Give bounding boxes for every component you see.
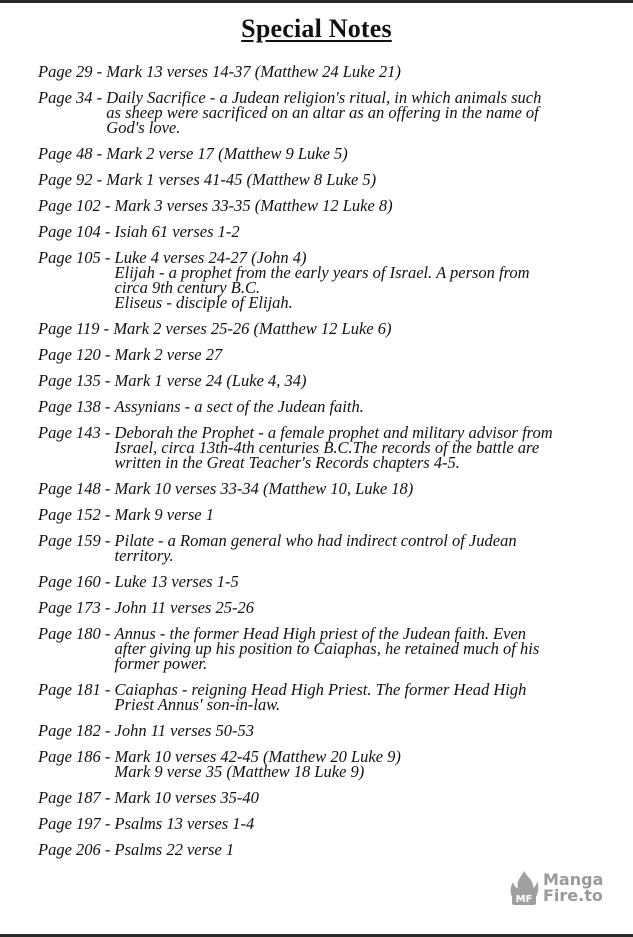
note-line: Mark 2 verse 27 [114, 345, 223, 364]
note-item [38, 626, 618, 671]
note-row [38, 749, 618, 779]
note-description [115, 250, 618, 310]
note-row [38, 64, 618, 79]
note-row [38, 198, 618, 213]
note-description [115, 425, 618, 470]
note-page-ref: Page 152 - [38, 505, 115, 524]
note-description [115, 723, 618, 738]
note-item [38, 481, 618, 496]
note-description [115, 600, 618, 615]
note-row [38, 399, 618, 414]
note-line: Elijah - a prophet from the early years of Israel. A person from [114, 263, 530, 282]
note-description [115, 198, 618, 213]
note-line: Eliseus - disciple of Elijah. [114, 293, 293, 312]
note-item [38, 682, 618, 712]
note-page-ref: Page 186 - [38, 747, 115, 766]
note-row [38, 600, 618, 615]
note-line: God's love. [106, 118, 181, 137]
note-description [115, 373, 618, 388]
note-row [38, 533, 618, 563]
note-item [38, 816, 618, 831]
note-description [115, 842, 618, 857]
note-row [38, 682, 618, 712]
note-item [38, 90, 618, 135]
note-line: Annus - the former Head High priest of the Judean faith. Even [114, 624, 527, 643]
page-title: Special Notes [241, 14, 392, 43]
note-line: Daily Sacrifice - a Judean religion's ritual, in which animals such [106, 88, 542, 107]
note-line: territory. [114, 546, 174, 565]
note-item [38, 507, 618, 522]
note-description [106, 64, 618, 79]
note-page-ref: Page 104 - [38, 222, 115, 241]
note-line: Assynians - a sect of the Judean faith. [114, 397, 364, 416]
note-line: Mark 13 verses 14-37 (Matthew 24 Luke 21) [106, 62, 401, 81]
note-description [115, 816, 618, 831]
note-page-ref: Page 120 - [38, 345, 115, 364]
note-description [115, 682, 618, 712]
note-line: Luke 13 verses 1-5 [114, 572, 239, 591]
note-row [38, 507, 618, 522]
note-row [38, 373, 618, 388]
note-item [38, 399, 618, 414]
note-description [106, 146, 618, 161]
note-row [38, 574, 618, 589]
note-page-ref: Page 138 - [38, 397, 115, 416]
note-item [38, 172, 618, 187]
note-item [38, 198, 618, 213]
flame-logo-icon [508, 869, 540, 907]
note-row [38, 172, 618, 187]
note-description [115, 626, 618, 671]
note-description [115, 347, 618, 362]
note-page-ref: Page 34 - [38, 88, 107, 107]
note-item [38, 347, 618, 362]
watermark-line1: Manga [543, 870, 604, 889]
note-line: Israel, circa 13th-4th centuries B.C.The records of the battle are [114, 438, 540, 457]
top-divider [0, 0, 633, 3]
note-line: former power. [114, 654, 208, 673]
note-line: Mark 10 verses 33-34 (Matthew 10, Luke 18) [114, 479, 414, 498]
note-row [38, 146, 618, 161]
note-line: Mark 10 verses 35-40 [114, 788, 259, 807]
note-line: as sheep were sacrificed on an altar as an offering in the name of [106, 103, 539, 122]
note-line: Mark 9 verse 35 (Matthew 18 Luke 9) [114, 762, 365, 781]
note-page-ref: Page 29 - [38, 62, 107, 81]
note-description [113, 321, 618, 336]
note-item [38, 842, 618, 857]
note-page-ref: Page 181 - [38, 680, 115, 699]
note-description [115, 481, 618, 496]
note-description [115, 224, 618, 239]
note-page-ref: Page 135 - [38, 371, 115, 390]
note-line: Priest Annus' son-in-law. [114, 695, 281, 714]
notes-list [38, 64, 618, 868]
note-item [38, 533, 618, 563]
note-line: Isiah 61 verses 1-2 [114, 222, 240, 241]
note-row [38, 842, 618, 857]
note-item [38, 790, 618, 805]
svg-text:MF: MF [515, 894, 533, 905]
note-line: Caiaphas - reigning Head High Priest. The former Head High [114, 680, 527, 699]
note-row [38, 790, 618, 805]
note-description [106, 90, 618, 135]
note-row [38, 224, 618, 239]
watermark-line2: Fire.to [543, 886, 603, 905]
note-line: Deborah the Prophet - a female prophet and military advisor from [114, 423, 553, 442]
note-line: Luke 4 verses 24-27 (John 4) [114, 248, 307, 267]
note-page-ref: Page 143 - [38, 423, 115, 442]
note-line: circa 9th century B.C. [114, 278, 261, 297]
note-item [38, 600, 618, 615]
note-item [38, 224, 618, 239]
note-page-ref: Page 173 - [38, 598, 115, 617]
note-page-ref: Page 92 - [38, 170, 107, 189]
note-row [38, 425, 618, 470]
note-page-ref: Page 119 - [38, 319, 114, 338]
note-page-ref: Page 197 - [38, 814, 115, 833]
note-page-ref: Page 206 - [38, 840, 115, 859]
note-page-ref: Page 160 - [38, 572, 115, 591]
note-line: Psalms 22 verse 1 [114, 840, 235, 859]
note-line: Mark 2 verses 25-26 (Matthew 12 Luke 6) [113, 319, 392, 338]
note-line: after giving up his position to Caiaphas, he retained much of his [114, 639, 540, 658]
note-item [38, 250, 618, 310]
note-item [38, 749, 618, 779]
note-line: Mark 1 verses 41-45 (Matthew 8 Luke 5) [106, 170, 377, 189]
note-item [38, 146, 618, 161]
note-description [115, 574, 618, 589]
note-page-ref: Page 159 - [38, 531, 115, 550]
note-item [38, 425, 618, 470]
note-row [38, 723, 618, 738]
note-item [38, 321, 618, 336]
note-line: Mark 3 verses 33-35 (Matthew 12 Luke 8) [114, 196, 393, 215]
note-page-ref: Page 180 - [38, 624, 115, 643]
note-line: John 11 verses 50-53 [114, 721, 254, 740]
note-page-ref: Page 187 - [38, 788, 115, 807]
note-page-ref: Page 102 - [38, 196, 115, 215]
note-line: Mark 10 verses 42-45 (Matthew 20 Luke 9) [114, 747, 401, 766]
note-line: Mark 1 verse 24 (Luke 4, 34) [114, 371, 307, 390]
note-row [38, 321, 618, 336]
note-line: Pilate - a Roman general who had indirect control of Judean [114, 531, 517, 550]
note-line: John 11 verses 25-26 [114, 598, 254, 617]
note-item [38, 64, 618, 79]
note-row [38, 90, 618, 135]
note-description [115, 790, 618, 805]
note-description [115, 507, 618, 522]
note-row [38, 347, 618, 362]
watermark [508, 866, 612, 910]
note-line: written in the Great Teacher's Records chapters 4-5. [114, 453, 460, 472]
watermark-text [543, 872, 603, 904]
note-page-ref: Page 48 - [38, 144, 107, 163]
note-row [38, 481, 618, 496]
note-row [38, 816, 618, 831]
note-item [38, 373, 618, 388]
note-line: Mark 9 verse 1 [114, 505, 214, 524]
note-page-ref: Page 105 - [38, 248, 115, 267]
note-description [106, 172, 618, 187]
note-page-ref: Page 148 - [38, 479, 115, 498]
note-description [115, 749, 618, 779]
note-row [38, 626, 618, 671]
note-item [38, 723, 618, 738]
note-line: Psalms 13 verses 1-4 [114, 814, 255, 833]
note-line: Mark 2 verse 17 (Matthew 9 Luke 5) [106, 144, 348, 163]
note-description [115, 399, 618, 414]
note-page-ref: Page 182 - [38, 721, 115, 740]
note-description [115, 533, 618, 563]
note-item [38, 574, 618, 589]
note-row [38, 250, 618, 310]
